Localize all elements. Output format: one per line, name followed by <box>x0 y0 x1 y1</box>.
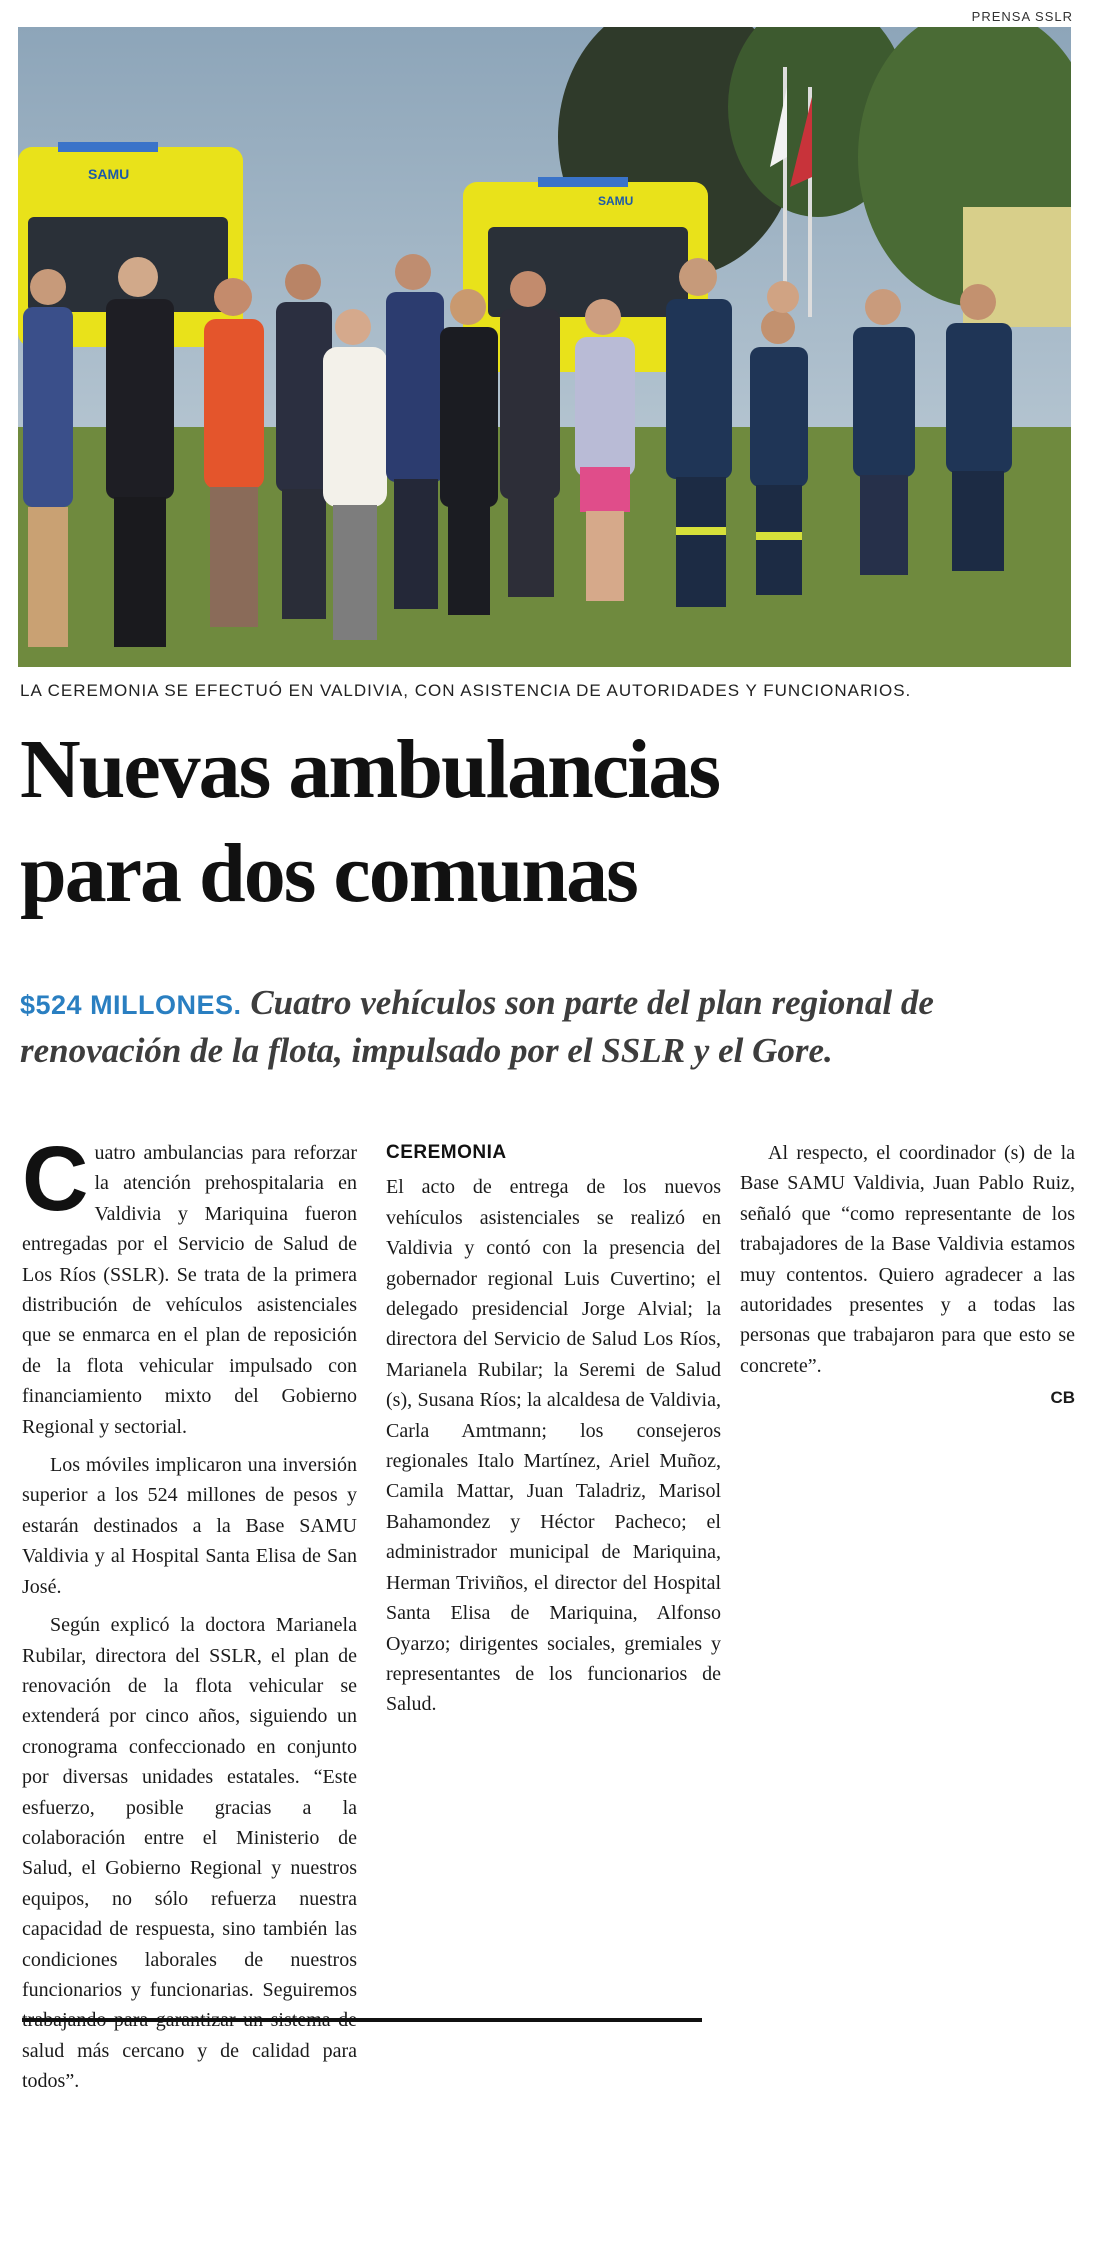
photo-caption: LA CEREMONIA SE EFECTUÓ EN VALDIVIA, CON ASISTENCIA DE AUTORIDADES Y FUNCIONARIOS. <box>20 681 912 700</box>
body-column-1 <box>22 1128 357 2250</box>
photo-credit: PRENSA SSLR <box>971 9 1073 24</box>
drop-cap: C <box>22 1128 89 1230</box>
body-column-3 <box>740 1138 1075 1414</box>
ceremony-illustration <box>18 27 1071 667</box>
paragraph-5: Al respecto, el coordinador (s) de la Base SAMU Valdivia, Juan Pablo Ruiz, señaló que “como representante de los trabajadores de la Base Valdivia estamos muy contentos. Quiero agradecer a las autoridades presentes y a todas las personas que trabajaron para que esto se concrete”. <box>740 1142 1075 1377</box>
paragraph-3: Según explicó la doctora Marianela Rubilar, directora del SSLR, el plan de renovación de la flota vehicular se extenderá por cinco años, siguiendo un cronograma confeccionado en conjunto por diversas unidades estatales. “Este esfuerzo, posible gracias a la colaboración entre el Ministerio de Salud, el Gobierno Regional y nuestros equipos, no sólo refuerza nuestra capacidad de respuesta, sino también las condiciones laborales de nuestros funcionarios y funcionarias. Seguiremos salud más cercano y de calidad para todos”. <box>22 1614 357 2093</box>
paragraph-1 <box>22 1128 357 1442</box>
ambulance-left-label: SAMU <box>88 166 130 182</box>
body-column-2 <box>386 1138 721 1720</box>
headline-line-2: para dos comunas <box>20 827 637 920</box>
paragraph-1-text: uatro ambulancias para reforzar la atención prehospitalaria en Valdivia y Mariquina fueron entregadas por el Servicio de Salud de Los Ríos (SSLR). Se trata de la primera distribución de vehículos asistenciales que se enmarca en el plan de reposición de la flota vehicular impulsado con financiamiento mixto del Gobierno Regional y sectorial. <box>22 1142 357 1438</box>
deck-text: Cuatro vehículos son parte del plan regional de renovación de la flota, impulsado por el SSLR y el Gore. <box>20 983 934 1070</box>
paragraph-2: Los móviles implicaron una inversión superior a los 524 millones de pesos y estarán destinados a la Base SAMU Valdivia y al Hospital Santa Elisa de San José. <box>22 1454 357 1598</box>
headline-line-1: Nuevas ambulancias <box>20 723 720 816</box>
deck-kicker: $524 MILLONES. <box>20 990 242 1020</box>
bottom-rule <box>22 2018 702 2022</box>
ambulance-center-label: SAMU <box>598 194 634 208</box>
end-mark: CB <box>1050 1388 1075 1408</box>
headline <box>20 718 1080 926</box>
deck <box>20 980 1080 1074</box>
paragraph-4: El acto de entrega de los nuevos vehículos asistenciales se realizó en Valdivia y contó con la presencia del gobernador regional Luis Cuvertino; el delegado presidencial Jorge Alvial; la directora del Servicio de Salud Los Ríos, Marianela Rubilar; la Seremi de Salud (s), Susana Ríos; la alcaldesa de Valdivia, Carla Amtmann; los consejeros regionales Italo Martínez, Ariel Muñoz, Camila Mattar, Juan Taladriz, Marisol Bahamondez y Héctor Pacheco; el administrador municipal de Mariquina, Herman Triviños, el director del Hospital Santa Elisa de Mariquina, Alfonso Oyarzo; dirigentes sociales, gremiales y representantes de los funcionarios de Salud. <box>386 1176 721 1716</box>
section-subhead: CEREMONIA <box>386 1142 507 1163</box>
news-photo <box>18 27 1071 667</box>
